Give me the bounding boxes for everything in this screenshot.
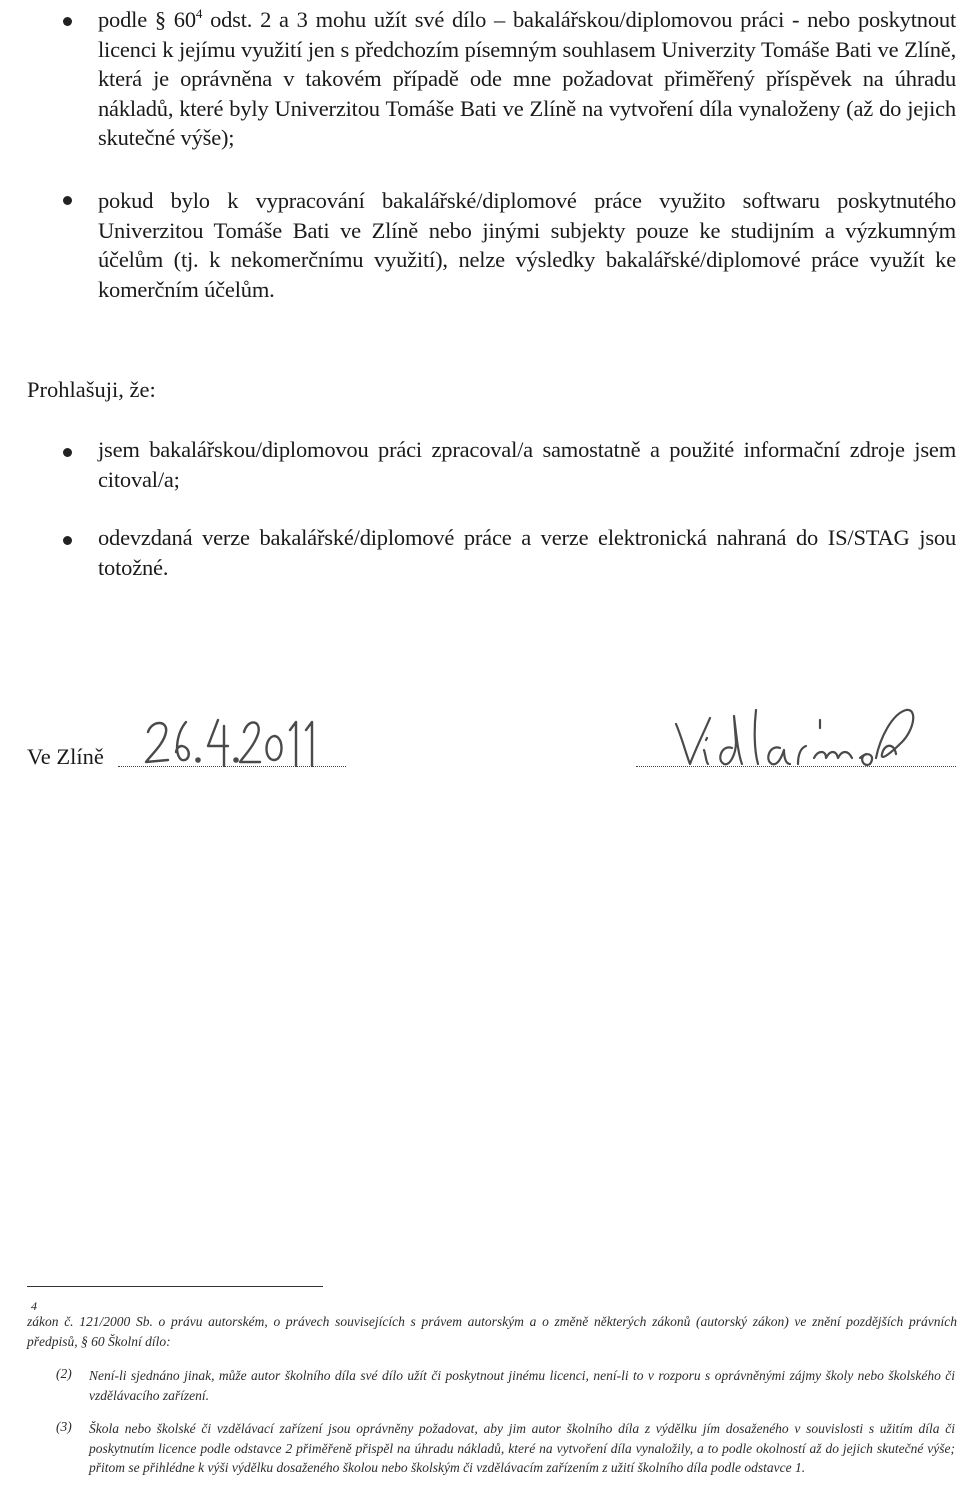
declaration-intro: Prohlašuji, že: xyxy=(27,377,156,402)
footnote-item-number: (3) xyxy=(56,1419,72,1434)
bullet-text-start: podle § 60 xyxy=(98,7,196,32)
bullet-icon xyxy=(63,17,72,26)
license-bullet-paragraph xyxy=(98,5,956,153)
declaration-item-original-work: jsem bakalářskou/diplomovou práci zpracoval/a samostatně a použité informační zdroje jsem citoval/a; xyxy=(98,437,956,492)
footnote-reference: 4 xyxy=(195,6,203,21)
footnote-item-text: Není-li sjednáno jinak, může autor školního díla své dílo užít či poskytnout jinému licenci, není-li to v rozporu s oprávněnými zájmy školy nebo školského či vzdělávacího zařízení. xyxy=(89,1368,955,1403)
bullet-text-rest: odst. 2 a 3 mohu užít své dílo – bakalářskou/diplomovou práci - nebo poskytnout licenci k jejímu využití jen s předchozím písemným souhlasem Univerzity Tomáše Bati ve Zlíně, která je oprávněna v takovém případě ode mne požadovat přiměřený příspěvek na úhradu nákladů, které byly Univerzitou Tomáše Bati ve Zlíně na vytvoření díla vynaloženy (až do jejich skutečné výše); xyxy=(98,7,956,150)
footnote-mark: 4 xyxy=(31,1299,37,1313)
footnote-text: zákon č. 121/2000 Sb. o právu autorském, o právech souvisejících s právem autorským a o změně některých zákonů (autorský zákon) ve znění pozdějších právních předpisů, § 60 Školní dílo: xyxy=(27,1314,957,1349)
software-bullet-paragraph: pokud bylo k vypracování bakalářské/diplomové práce využito softwaru poskytnutého Univerzitou Tomáše Bati ve Zlíně nebo jinými subjekty pouze ke studijním a výzkumným účelům (tj. k nekomerčnímu využití), nelze výsledky bakalářské/diplomové práce využít ke komerčním účelům. xyxy=(98,188,956,302)
bullet-icon xyxy=(63,196,72,205)
handwritten-date xyxy=(140,712,320,770)
bullet-icon xyxy=(63,448,72,457)
place-label: Ve Zlíně xyxy=(27,744,104,769)
footnote-item-text: Škola nebo školské či vzdělávací zařízení jsou oprávněny požadovat, aby jim autor školního díla z výdělku jím dosaženého v souvislosti s užitím díla či poskytnutím licence podle odstavce 2 přiměřeně přispěl na úhradu nákladů, které na vytvoření díla vynaložily, a to podle okolností až do jejich skutečné výše; přitom se přihlédne k výši výdělku dosaženého školou nebo školským či vzdělávacím zařízením z užití školního díla podle odstavce 1. xyxy=(89,1421,955,1475)
footnote-separator xyxy=(27,1286,323,1287)
bullet-icon xyxy=(63,536,72,545)
declaration-item-identical-versions: odevzdaná verze bakalářské/diplomové práce a verze elektronická nahraná do IS/STAG jsou totožné. xyxy=(98,525,956,580)
footnote-item-number: (2) xyxy=(56,1366,72,1381)
handwritten-signature xyxy=(670,698,920,772)
